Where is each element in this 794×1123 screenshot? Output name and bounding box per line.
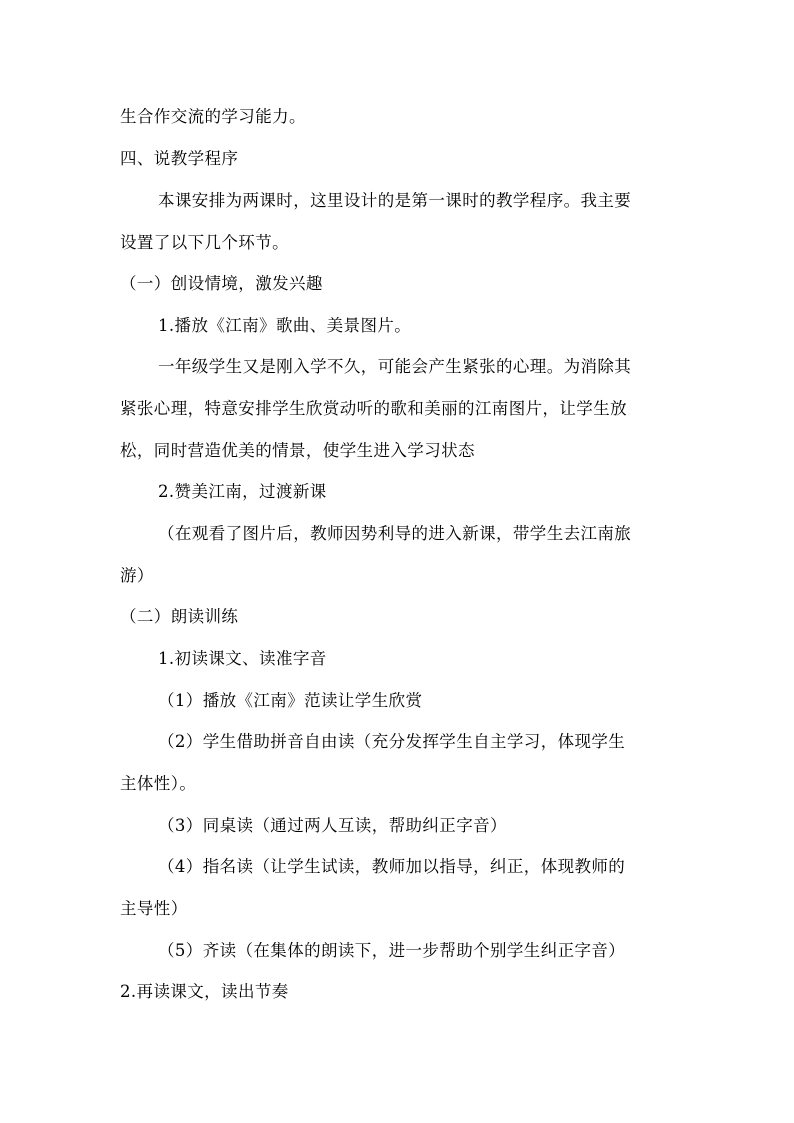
list-item: （4）指名读（让学生试读，教师加以指导，纠正，体现教师的	[158, 857, 626, 876]
text-line: 生合作交流的学习能力。	[120, 107, 306, 126]
subsection-heading: （二）朗读训练	[120, 607, 239, 626]
text-line: 游）	[120, 566, 154, 585]
list-item: 1.播放《江南》歌曲、美景图片。	[158, 316, 412, 335]
subsection-heading: （一）创设情境，激发兴趣	[120, 274, 323, 293]
list-item: （2）学生借助拼音自由读（充分发挥学生自主学习，体现学生	[158, 732, 626, 751]
list-item: 1.初读课文、读准字音	[158, 649, 327, 668]
section-heading: 四、说教学程序	[120, 149, 239, 168]
paragraph-line: （在观看了图片后，教师因势利导的进入新课，带学生去江南旅	[158, 524, 632, 543]
paragraph-line: 本课安排为两课时，这里设计的是第一课时的教学程序。我主要	[158, 191, 632, 210]
text-line: 主导性）	[120, 899, 188, 918]
list-item: （1）播放《江南》范读让学生欣赏	[158, 691, 423, 710]
list-item: 2.赞美江南，过渡新课	[158, 482, 327, 501]
text-line: 主体性）。	[120, 774, 197, 793]
list-item: 2.再读课文，读出节奏	[120, 982, 289, 1001]
text-line: 设置了以下几个环节。	[120, 233, 289, 252]
list-item: （5）齐读（在集体的朗读下，进一步帮助个别学生纠正字音）	[158, 941, 626, 960]
paragraph-line: 一年级学生又是刚入学不久，可能会产生紧张的心理。为消除其	[158, 357, 632, 376]
text-line: 松，同时营造优美的情景，使学生进入学习状态	[120, 441, 475, 460]
list-item: （3）同桌读（通过两人互读，帮助纠正字音）	[158, 816, 507, 835]
text-line: 紧张心理，特意安排学生欣赏动听的歌和美丽的江南图片，让学生放	[120, 399, 627, 418]
